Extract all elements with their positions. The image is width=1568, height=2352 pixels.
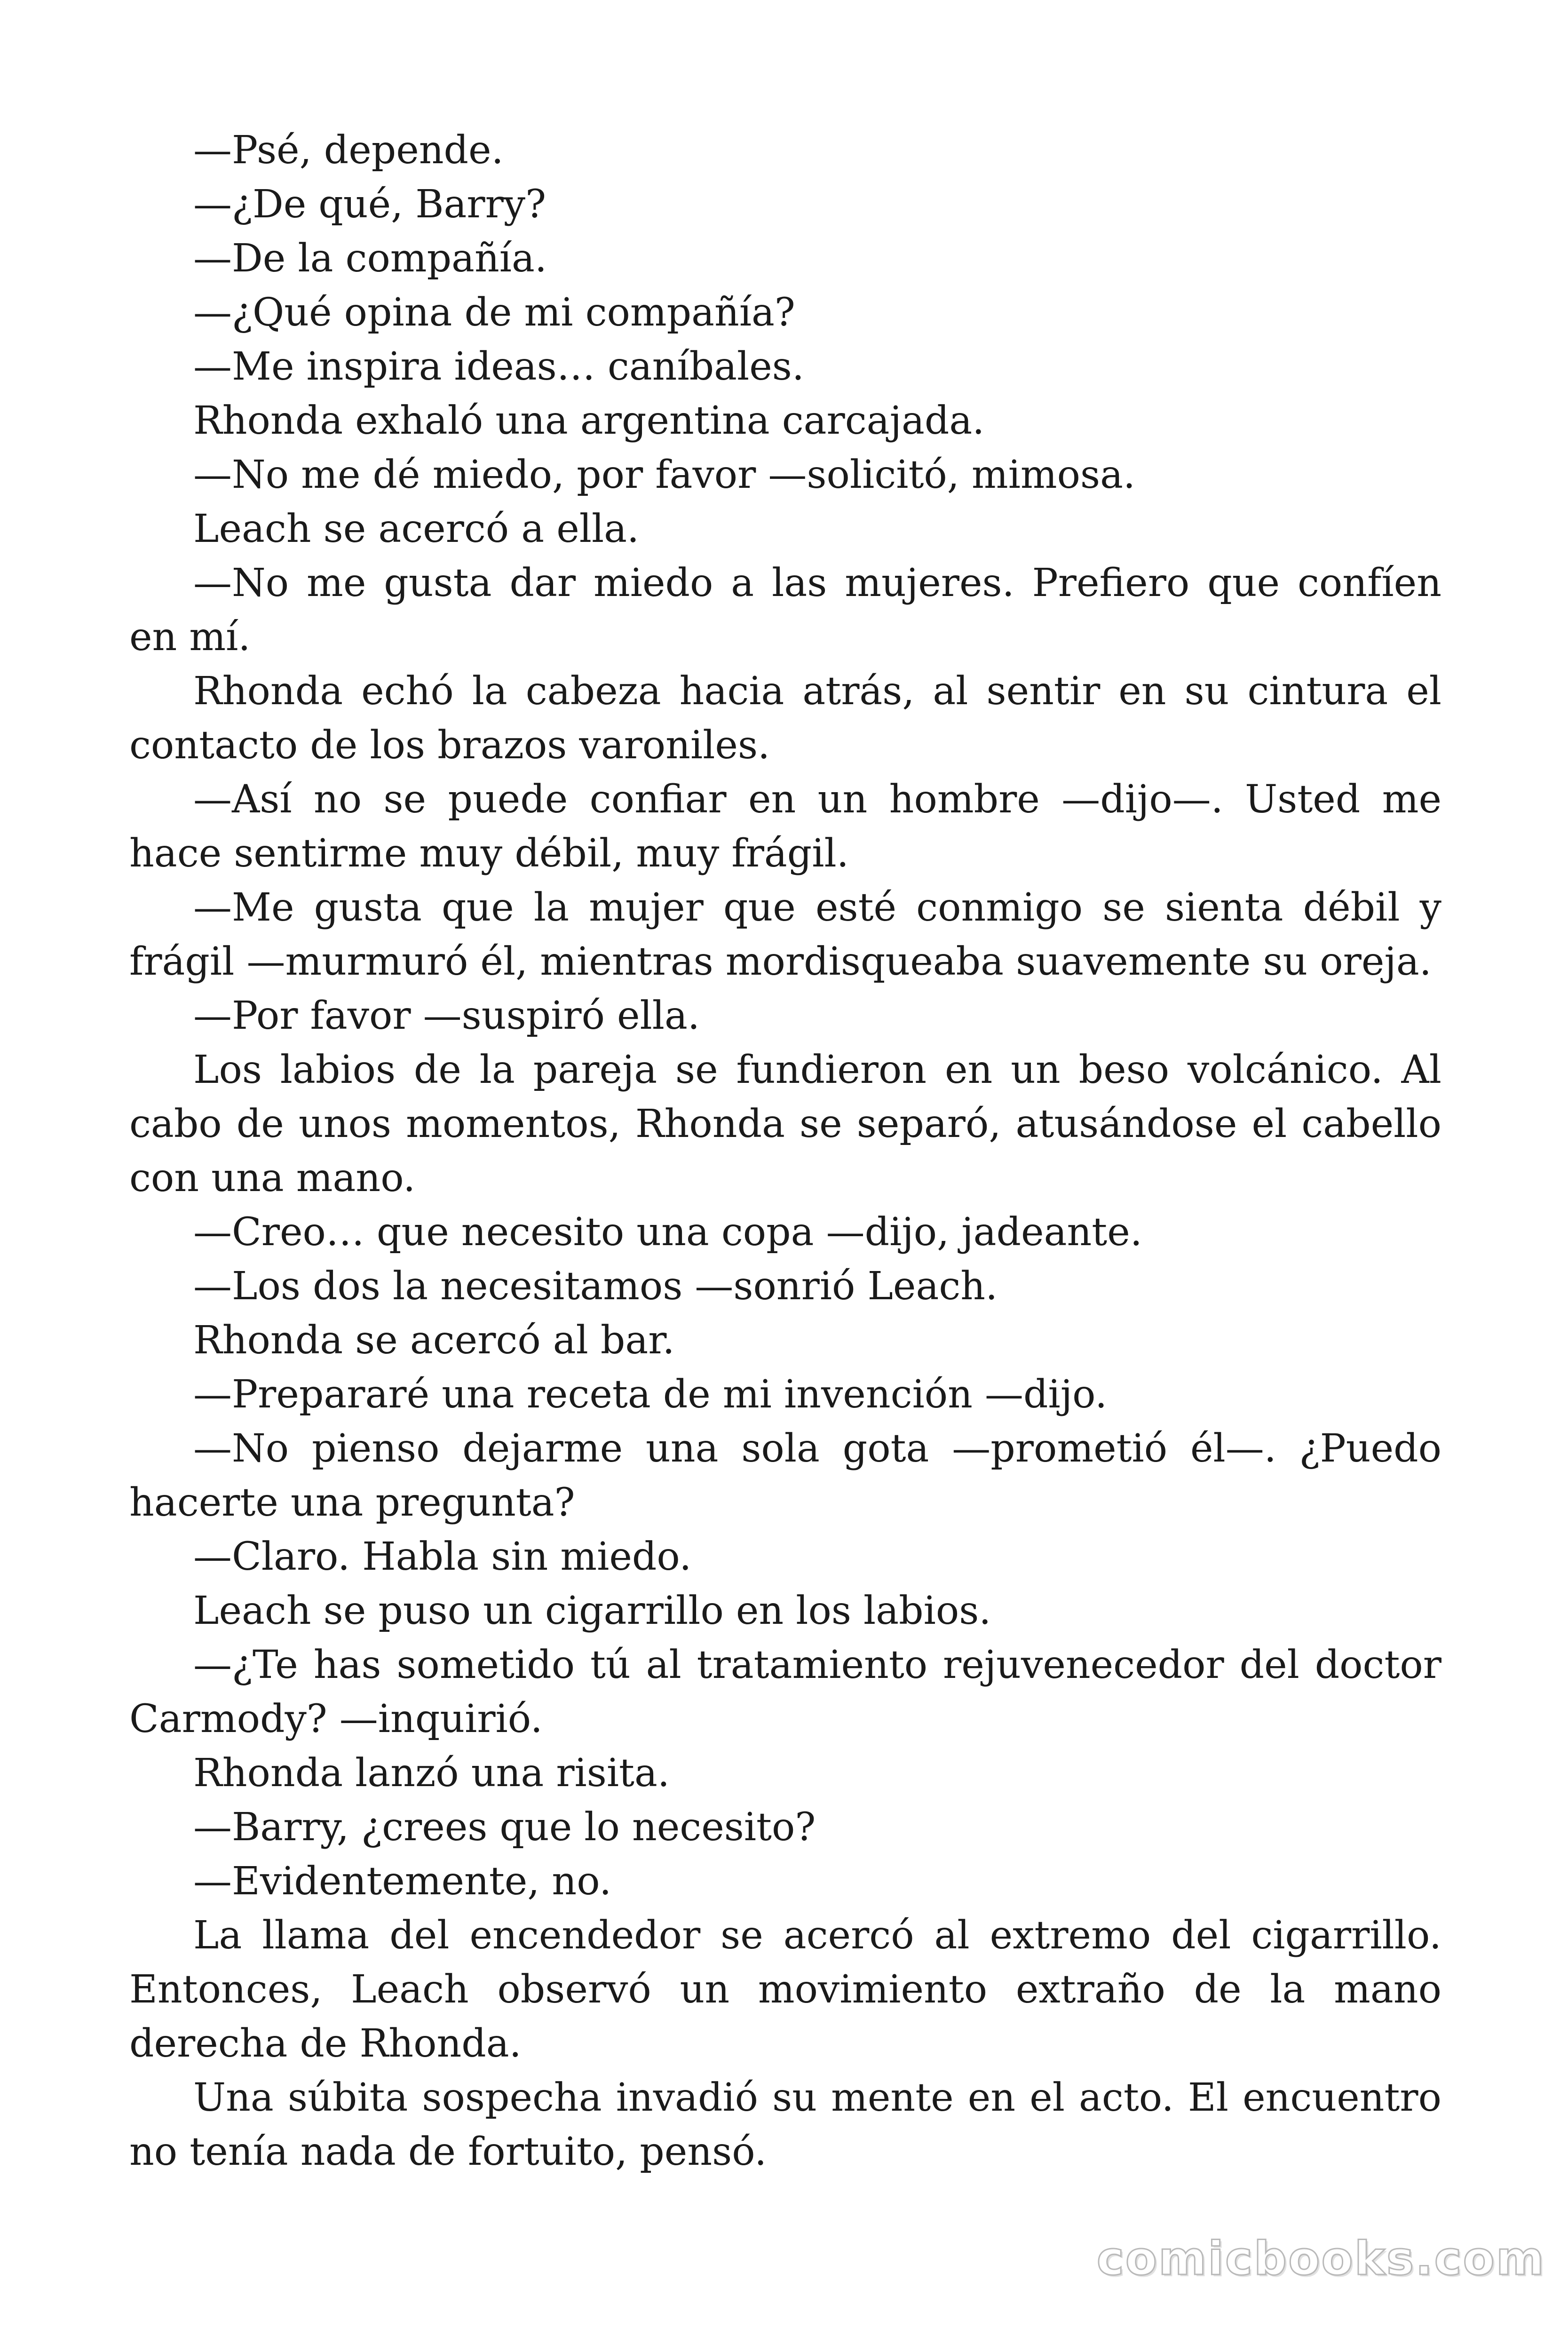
paragraph: —Me inspira ideas… caníbales.	[193, 344, 804, 389]
paragraph: —Evidentemente, no.	[193, 1859, 612, 1904]
paragraph: —¿De qué, Barry?	[193, 182, 546, 227]
paragraph: —Prepararé una receta de mi invención —dijo.	[193, 1372, 1108, 1417]
paragraph: Una súbita sospecha invadió su mente en el acto. El encuentro no tenía nada de fortuito, pensó.	[129, 2075, 1441, 2174]
paragraph: —De la compañía.	[193, 236, 547, 281]
paragraph: Rhonda lanzó una risita.	[193, 1751, 670, 1796]
paragraph: —¿Qué opina de mi compañía?	[193, 290, 795, 335]
paragraph: —No me dé miedo, por favor —solicitó, mimosa.	[193, 453, 1136, 497]
paragraph: Rhonda echó la cabeza hacia atrás, al sentir en su cintura el contacto de los brazos varoniles.	[129, 669, 1441, 768]
paragraph: Leach se puso un cigarrillo en los labios.	[193, 1589, 991, 1633]
paragraph: —¿Te has sometido tú al tratamiento rejuvenecedor del doctor Carmody? —inquirió.	[129, 1643, 1441, 1741]
paragraph: —Creo… que necesito una copa —dijo, jadeante.	[193, 1210, 1142, 1255]
paragraph: —Así no se puede confiar en un hombre —dijo—. Usted me hace sentirme muy débil, muy frágil.	[129, 777, 1441, 876]
paragraph: —Los dos la necesitamos —sonrió Leach.	[193, 1264, 998, 1309]
paragraph: Rhonda se acercó al bar.	[193, 1318, 675, 1363]
paragraph: —Me gusta que la mujer que esté conmigo se sienta débil y frágil —murmuró él, mientras mordisqueaba suavemente su oreja.	[129, 885, 1441, 984]
paragraph: Rhonda exhaló una argentina carcajada.	[193, 398, 985, 443]
paragraph: Leach se acercó a ella.	[193, 507, 640, 551]
paragraph: —Barry, ¿crees que lo necesito?	[193, 1805, 816, 1850]
paragraph: La llama del encendedor se acercó al extremo del cigarrillo. Entonces, Leach observó un movimiento extraño de la mano derecha de Rhonda.	[129, 1913, 1441, 2066]
paragraph: —Por favor —suspiró ella.	[193, 993, 700, 1038]
paragraph: —No pienso dejarme una sola gota —prometió él—. ¿Puedo hacerte una pregunta?	[129, 1426, 1441, 1525]
watermark: comicbooks.com	[1096, 2232, 1545, 2286]
page-body	[129, 123, 1441, 2179]
paragraph: —Claro. Habla sin miedo.	[193, 1534, 692, 1579]
paragraph: —Psé, depende.	[193, 128, 504, 173]
paragraph: —No me gusta dar miedo a las mujeres. Prefiero que confíen en mí.	[129, 561, 1441, 660]
paragraph: Los labios de la pareja se fundieron en un beso volcánico. Al cabo de unos momentos, Rhonda se separó, atusándose el cabello con una mano.	[129, 1048, 1441, 1200]
